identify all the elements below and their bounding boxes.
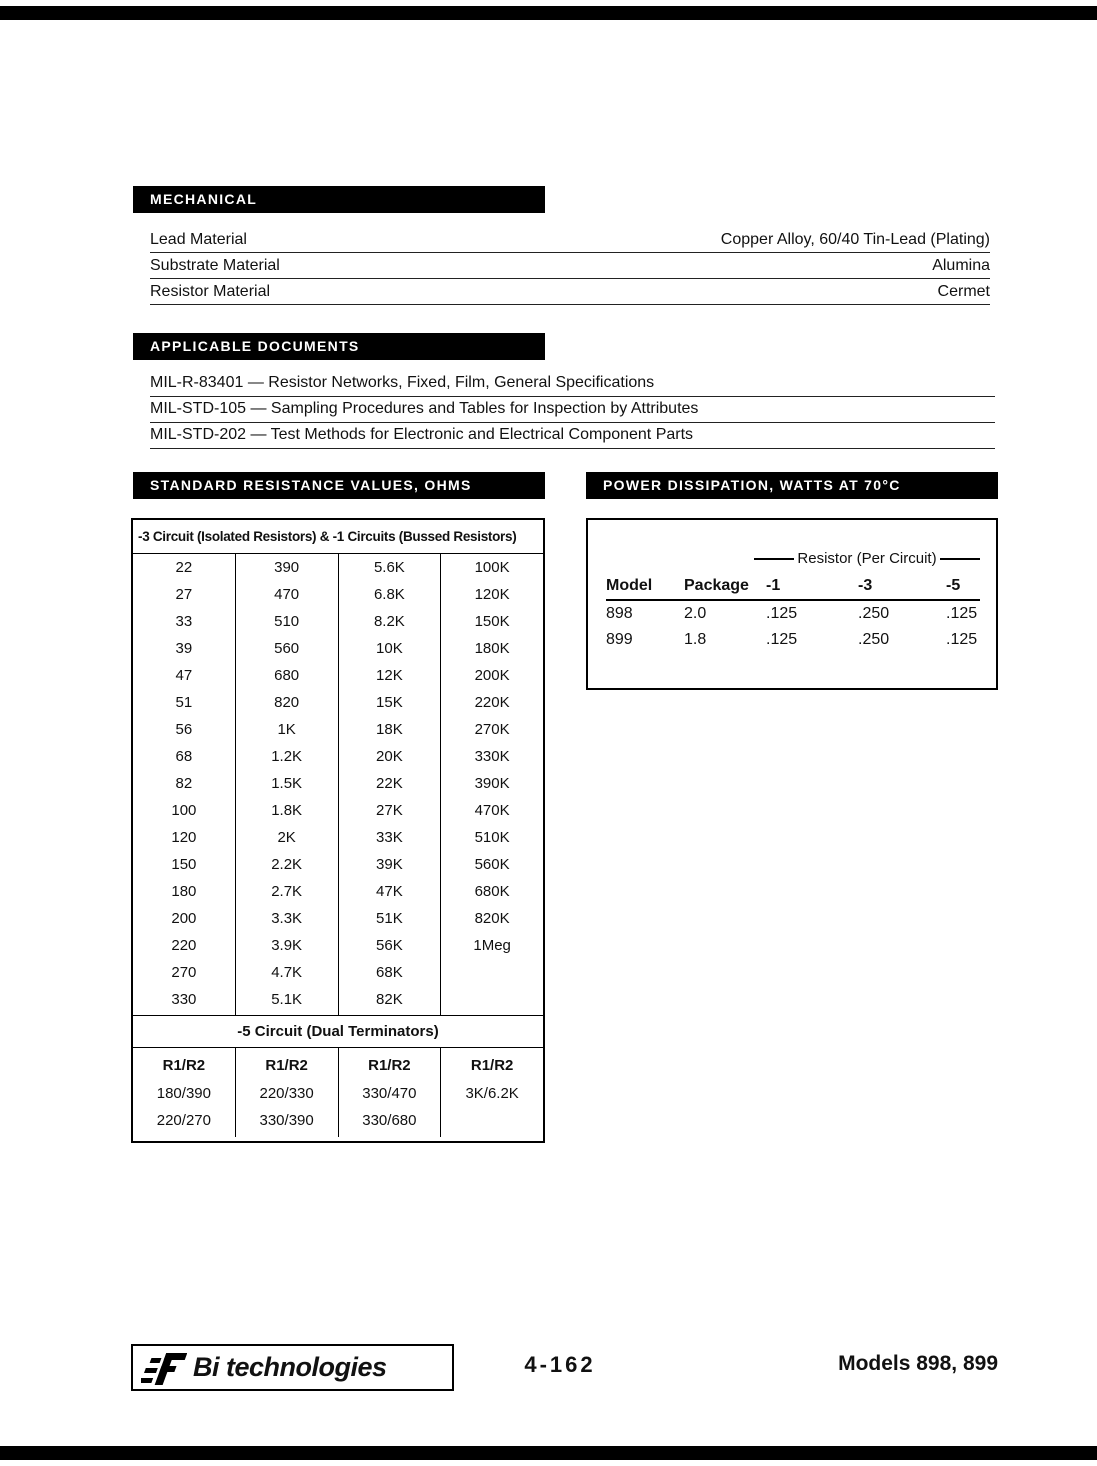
watts-minus3: .250	[858, 605, 890, 622]
applicable-documents-list	[150, 371, 995, 449]
resistance-value: 560K	[474, 856, 510, 873]
applicable-documents-header-bar	[133, 333, 545, 360]
resistance-value: 39	[175, 640, 193, 657]
spec-label: Substrate Material	[150, 257, 280, 274]
spec-row-lead-material	[150, 227, 990, 253]
resistance-value: 180K	[474, 640, 510, 657]
resistance-value: 2.2K	[271, 856, 303, 873]
resistance-value: 120	[171, 829, 197, 846]
resistance-value: 150	[171, 856, 197, 873]
resistance-value: 1.8K	[271, 802, 303, 819]
resistance-value: 470	[274, 586, 300, 603]
document-item: MIL-R-83401 — Resistor Networks, Fixed, Film, General Specifications	[150, 371, 995, 397]
resistance-value: 180	[171, 883, 197, 900]
dual-column-1	[133, 1048, 236, 1137]
power-dissipation-header-label: POWER DISSIPATION, WATTS AT 70°C	[603, 477, 901, 493]
applicable-documents-header-label: APPLICABLE DOCUMENTS	[150, 338, 360, 354]
resistance-value: 680	[274, 667, 300, 684]
model-value: 898	[606, 605, 633, 622]
resistance-value: 18K	[376, 721, 403, 738]
bi-logo-icon	[141, 1349, 187, 1387]
resistance-value: 10K	[376, 640, 403, 657]
span-dash-right	[940, 558, 980, 560]
watts-minus5: .125	[946, 631, 978, 648]
resistance-column-1	[133, 554, 236, 1015]
resistance-value: 820	[274, 694, 300, 711]
resistance-values-grid	[133, 554, 543, 1016]
spec-row-resistor-material	[150, 279, 990, 305]
brand-logo-box	[131, 1344, 454, 1391]
resistance-value: 47	[175, 667, 193, 684]
dual-column-header: R1/R2	[162, 1057, 206, 1074]
col-header-package: Package	[684, 577, 749, 594]
resistance-value: 22K	[376, 775, 403, 792]
resistance-value: 82	[175, 775, 193, 792]
spec-row-substrate-material	[150, 253, 990, 279]
resistance-value: 3.3K	[271, 910, 303, 927]
dual-values	[236, 1080, 338, 1134]
document-item: MIL-STD-105 — Sampling Procedures and Tables for Inspection by Attributes	[150, 397, 995, 423]
power-dissipation-header-bar	[586, 472, 998, 499]
resistance-values-header-label: STANDARD RESISTANCE VALUES, OHMS	[150, 477, 472, 493]
resistance-value: 270	[171, 964, 197, 981]
dual-value: 330/470	[362, 1085, 417, 1102]
resistance-value: 27	[175, 586, 193, 603]
mechanical-header-label: MECHANICAL	[150, 191, 258, 207]
spec-label: Resistor Material	[150, 283, 271, 300]
power-table-body	[588, 573, 996, 653]
resistance-value: 5.1K	[271, 991, 303, 1008]
resistance-value: 820K	[474, 910, 510, 927]
resistance-value: 56	[175, 721, 193, 738]
resistance-value: 51	[175, 694, 193, 711]
resistance-value: 220K	[474, 694, 510, 711]
dual-values	[339, 1080, 441, 1134]
dual-value: 330/680	[362, 1112, 417, 1129]
watts-minus3: .250	[858, 631, 890, 648]
resistance-value: 20K	[376, 748, 403, 765]
resistance-value: 4.7K	[271, 964, 303, 981]
power-table-row-899	[606, 627, 980, 653]
resistance-value: 15K	[376, 694, 403, 711]
spec-value: Alumina	[932, 257, 990, 274]
col-header-model: Model	[606, 577, 653, 594]
spec-value: Cermet	[937, 283, 990, 300]
dual-terminators-title: -5 Circuit (Dual Terminators)	[133, 1016, 543, 1048]
col-header-minus5: -5	[946, 577, 961, 594]
dual-column-header: R1/R2	[265, 1057, 308, 1074]
resistance-column-2	[236, 554, 339, 1015]
resistance-value: 510	[274, 613, 300, 630]
resistance-value: 22	[175, 559, 193, 576]
resistance-value: 150K	[474, 613, 510, 630]
resistance-value: 56K	[376, 937, 403, 954]
spec-label: Lead Material	[150, 231, 247, 248]
resistance-value: 51K	[376, 910, 403, 927]
resistance-value: 560	[274, 640, 300, 657]
power-table-header-row	[606, 573, 980, 601]
resistance-values-header-bar	[133, 472, 545, 499]
document-item: MIL-STD-202 — Test Methods for Electronic and Electrical Component Parts	[150, 423, 995, 449]
resistance-table-title: -3 Circuit (Isolated Resistors) & -1 Circuits (Bussed Resistors)	[133, 520, 543, 554]
resistance-value: 33	[175, 613, 193, 630]
resistance-value: 680K	[474, 883, 510, 900]
resistance-value: 220	[171, 937, 197, 954]
resistance-value: 6.8K	[373, 586, 405, 603]
resistance-value: 8.2K	[373, 613, 405, 630]
footer-models-label: Models 898, 899	[838, 1352, 998, 1375]
spec-value: Copper Alloy, 60/40 Tin-Lead (Plating)	[720, 231, 990, 248]
resistance-value: 470K	[474, 802, 510, 819]
resistance-value: 390	[274, 559, 300, 576]
resistance-value: 27K	[376, 802, 403, 819]
resistance-value: 5.6K	[373, 559, 405, 576]
resistance-value: 200	[171, 910, 197, 927]
resistance-value: 1.5K	[271, 775, 303, 792]
resistance-value: 200K	[474, 667, 510, 684]
watts-minus1: .125	[766, 631, 798, 648]
resistance-value: 39K	[376, 856, 403, 873]
resistance-value: 47K	[376, 883, 403, 900]
col-header-minus1: -1	[766, 577, 781, 594]
dual-column-3	[339, 1048, 442, 1137]
watts-minus5: .125	[946, 605, 978, 622]
package-value: 1.8	[684, 631, 707, 648]
resistance-value: 3.9K	[271, 937, 303, 954]
resistance-values-table	[131, 518, 545, 1143]
resistance-value: 82K	[376, 991, 403, 1008]
mechanical-table	[150, 227, 990, 305]
brand-name: Bi technologies	[193, 1352, 387, 1382]
top-border-bar	[0, 6, 1097, 20]
watts-minus1: .125	[766, 605, 798, 622]
package-value: 2.0	[684, 605, 707, 622]
dual-value: 220/270	[156, 1112, 211, 1129]
dual-column-header: R1/R2	[368, 1057, 411, 1074]
dual-value: 220/330	[259, 1085, 314, 1102]
dual-column-4	[441, 1048, 543, 1137]
dual-value: 180/390	[156, 1085, 211, 1102]
resistor-per-circuit-label: Resistor (Per Circuit)	[797, 550, 937, 567]
dual-values	[133, 1080, 235, 1134]
resistance-value: 1K	[277, 721, 296, 738]
resistance-value: 120K	[474, 586, 510, 603]
resistance-value: 100	[171, 802, 197, 819]
resistance-value: 68	[175, 748, 193, 765]
bottom-border-bar	[0, 1446, 1097, 1460]
dual-value: 3K/6.2K	[465, 1085, 519, 1102]
power-dissipation-table	[586, 518, 998, 690]
dual-value: 330/390	[259, 1112, 314, 1129]
dual-values	[441, 1080, 543, 1107]
dual-column-header: R1/R2	[470, 1057, 514, 1074]
resistance-column-3	[339, 554, 442, 1015]
dual-column-2	[236, 1048, 339, 1137]
resistance-value: 1.2K	[271, 748, 303, 765]
span-dash-left	[754, 558, 794, 560]
resistance-value: 1Meg	[473, 937, 511, 954]
resistance-value: 330	[171, 991, 197, 1008]
resistance-value: 390K	[474, 775, 510, 792]
resistance-value: 12K	[376, 667, 403, 684]
resistance-value: 68K	[376, 964, 403, 981]
power-table-row-898	[606, 601, 980, 627]
resistance-value: 33K	[376, 829, 403, 846]
dual-terminators-grid	[133, 1048, 543, 1137]
page-number: 4-162	[524, 1352, 596, 1377]
resistor-per-circuit-span	[754, 550, 980, 567]
col-header-minus3: -3	[858, 577, 873, 594]
mechanical-header-bar	[133, 186, 545, 213]
resistance-value: 270K	[474, 721, 510, 738]
resistance-value: 510K	[474, 829, 510, 846]
resistance-column-4	[441, 554, 543, 1015]
resistance-value: 2K	[277, 829, 296, 846]
resistance-value: 100K	[474, 559, 510, 576]
resistance-value: 2.7K	[271, 883, 303, 900]
resistance-value: 330K	[474, 748, 510, 765]
model-value: 899	[606, 631, 633, 648]
